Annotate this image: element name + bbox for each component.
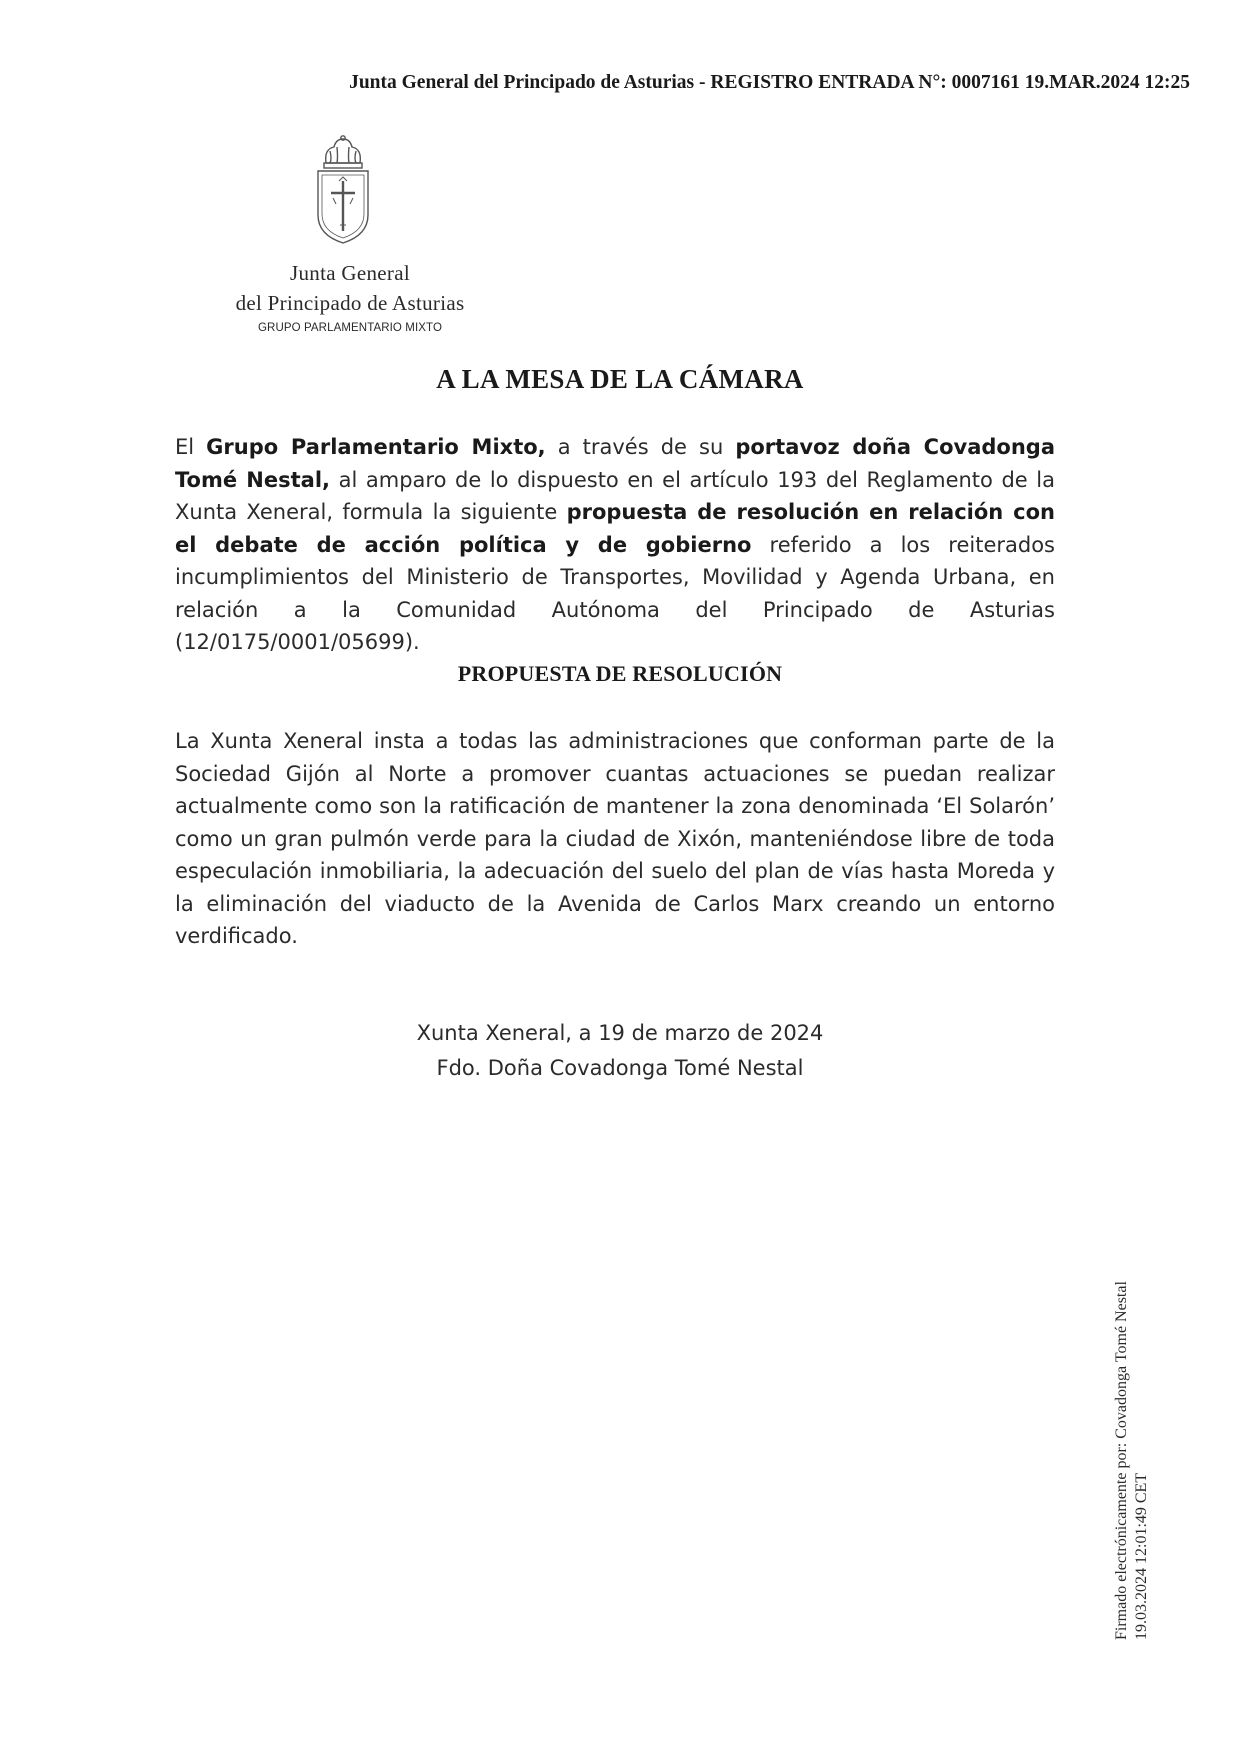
signature-line1: Firmado electrónicamente por: Covadonga Tomé Nestal bbox=[1113, 1281, 1130, 1640]
intro-paragraph bbox=[175, 431, 1055, 659]
resolution-paragraph: La Xunta Xeneral insta a todas las administraciones que conforman parte de la Sociedad Gijón al Norte a promover cuantas actuaciones se puedan realizar actualmente como son la ratificación de mantener la zona denominada ‘El Solarón’ como un gran pulmón verde para la ciudad de Xixón, manteniéndose libre de toda especulación inmobiliaria, la adecuación del suelo del plan de vías hasta Moreda y la eliminación del viaducto de la Avenida de Carlos Marx creando un entorno verdificado. bbox=[175, 729, 1055, 948]
place-date: Xunta Xeneral, a 19 de marzo de 2024 bbox=[416, 1021, 824, 1045]
closing-block bbox=[0, 1016, 1240, 1086]
text-run: El bbox=[175, 435, 207, 459]
text-run: a través de su bbox=[545, 435, 736, 459]
electronic-signature bbox=[1112, 1240, 1172, 1640]
section-title: PROPUESTA DE RESOLUCIÓN bbox=[457, 661, 783, 686]
coat-of-arms-icon bbox=[312, 135, 374, 247]
institution-name-line1: Junta General bbox=[290, 261, 410, 285]
document-title: A LA MESA DE LA CÁMARA bbox=[436, 364, 804, 394]
bold-run: portavoz doña Covadonga Tomé Nestal, bbox=[175, 435, 1055, 492]
institution-name-line2: del Principado de Asturias bbox=[235, 291, 465, 315]
text-run: al amparo de lo dispuesto en el artículo 193 del Reglamento de la Xunta Xeneral, formula la siguiente bbox=[175, 467, 1055, 524]
institution-logo-text bbox=[180, 258, 520, 338]
group-name: GRUPO PARLAMENTARIO MIXTO bbox=[258, 322, 442, 334]
text-run: referido a los reiterados incumplimientos del Ministerio de Transportes, Movilidad y Agenda Urbana, en relación a la Comunidad Autónoma del Principado de Asturias (12/0175/0001/05699). bbox=[175, 532, 1056, 654]
bold-run: propuesta de resolución en relación con el debate de acción política y de gobierno bbox=[175, 500, 1055, 557]
signatory: Fdo. Doña Covadonga Tomé Nestal bbox=[436, 1056, 804, 1080]
signature-line2: 19.03.2024 12:01:49 CET bbox=[1133, 1472, 1150, 1640]
registry-stamp: Junta General del Principado de Asturias - REGISTRO ENTRADA N°: 0007161 19.MAR.2024 12:25 bbox=[349, 72, 1190, 93]
bold-run: Grupo Parlamentario Mixto, bbox=[206, 435, 546, 459]
